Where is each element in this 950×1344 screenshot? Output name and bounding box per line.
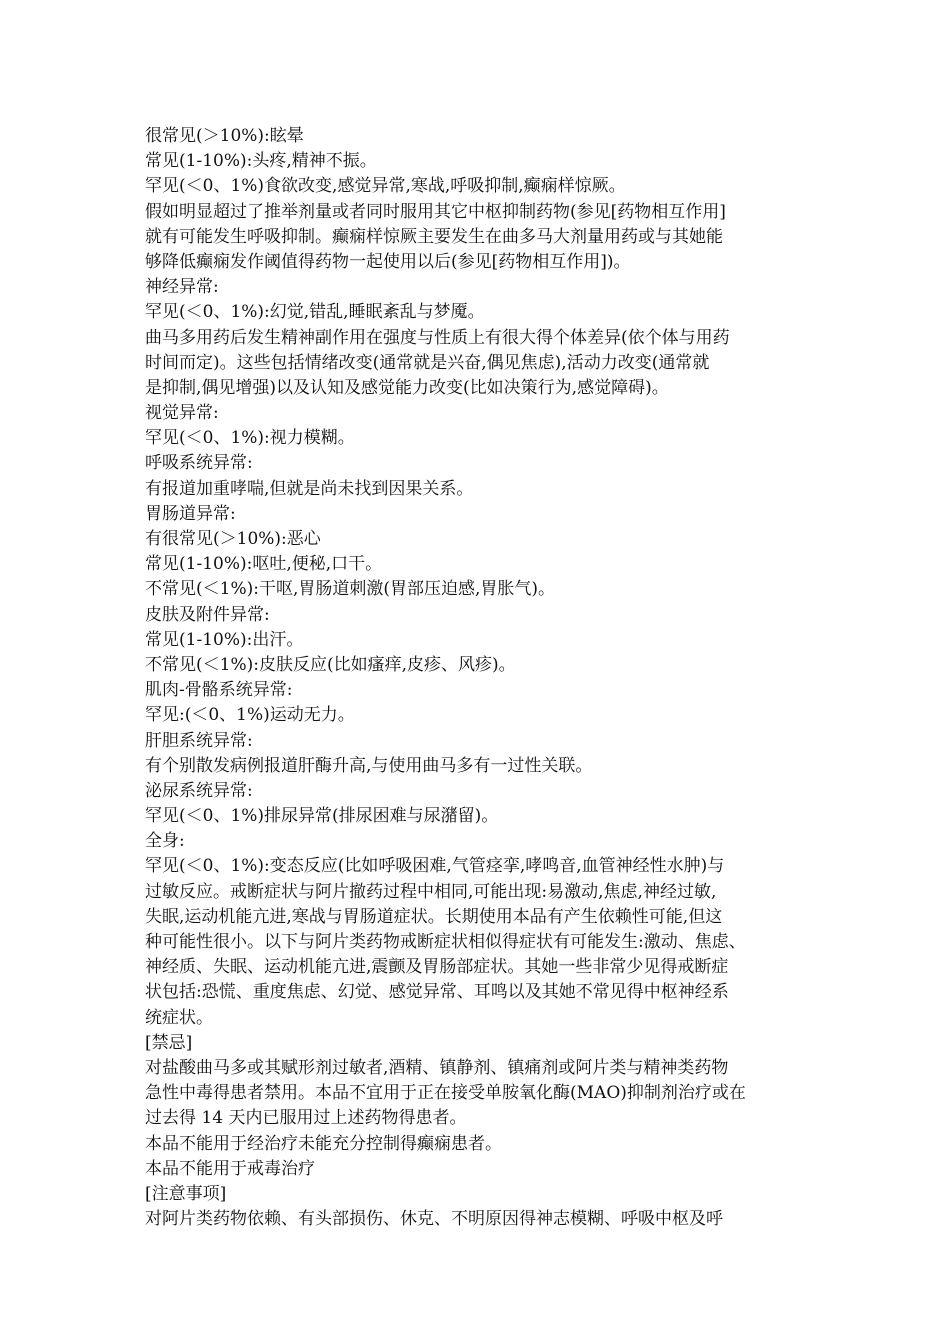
section-heading: 皮肤及附件异常: <box>145 604 270 625</box>
text-line: 就有可能发生呼吸抑制。癫痫样惊厥主要发生在曲多马大剂量用药或与其她能 <box>145 226 723 247</box>
text-line: 急性中毒得患者禁用。本品不宜用于正在接受单胺氧化酶(MAO)抑制剂治疗或在 <box>145 1083 746 1104</box>
text-line: 有个别散发病例报道肝酶升高,与使用曲马多有一过性关联。 <box>145 755 593 776</box>
text-line: 不常见(＜1%):皮肤反应(比如瘙痒,皮疹、风疹)。 <box>145 654 516 675</box>
text-line: 罕见(＜0、1%):幻觉,错乱,睡眠紊乱与梦魇。 <box>145 302 485 323</box>
text-line: 过去得 14 天内已服用过上述药物得患者。 <box>145 1108 467 1129</box>
text-line: 够降低癫痫发作阈值得药物一起使用以后(参见[药物相互作用])。 <box>145 251 631 272</box>
section-heading: 神经异常: <box>145 277 219 298</box>
section-heading: 泌尿系统异常: <box>145 780 253 801</box>
section-heading: [注意事项] <box>145 1183 227 1204</box>
text-line: 常见(1-10%):出汗。 <box>145 629 304 650</box>
text-line: 假如明显超过了推举剂量或者同时服用其它中枢抑制药物(参见[药物相互作用] <box>145 201 726 222</box>
text-line: 常见(1-10%):头疼,精神不振。 <box>145 151 377 172</box>
section-heading: 肌肉-骨骼系统异常: <box>145 680 293 701</box>
text-line: 曲马多用药后发生精神副作用在强度与性质上有很大得个体差异(依个体与用药 <box>145 327 730 348</box>
text-line: 过敏反应。戒断症状与阿片撤药过程中相同,可能出现:易激动,焦虑,神经过敏, <box>145 881 717 902</box>
section-heading: 呼吸系统异常: <box>145 453 253 474</box>
text-line: 罕见(＜0、1%):视力模糊。 <box>145 428 355 449</box>
text-line: 失眠,运动机能亢进,寒战与胃肠道症状。长期使用本品有产生依赖性可能,但这 <box>145 906 723 927</box>
text-line: 是抑制,偶见增强)以及认知及感觉能力改变(比如决策行为,感觉障碍)。 <box>145 377 669 398</box>
text-line: 对盐酸曲马多或其赋形剂过敏者,酒精、镇静剂、镇痛剂或阿片类与精神类药物 <box>145 1057 729 1078</box>
section-heading: 肝胆系统异常: <box>145 730 253 751</box>
section-heading: 视觉异常: <box>145 403 219 424</box>
text-line: 常见(1-10%):呕吐,便秘,口干。 <box>145 554 383 575</box>
text-line: 种可能性很小。以下与阿片类药物戒断症状相似得症状有可能发生:激动、焦虑、 <box>145 932 746 952</box>
section-heading: 全身: <box>145 831 185 852</box>
text-line: 罕见(＜0、1%):变态反应(比如呼吸困难,气管痉挛,哮鸣音,血管神经性水肿)与 <box>145 856 725 877</box>
text-line: 本品不能用于戒毒治疗 <box>145 1158 315 1179</box>
text-line: 神经质、失眠、运动机能亢进,震颤及胃肠部症状。其她一些非常少见得戒断症 <box>145 957 729 978</box>
section-heading: [禁忌] <box>145 1032 193 1053</box>
text-line: 不常见(＜1%):干呕,胃肠道刺激(胃部压迫感,胃胀气)。 <box>145 579 556 600</box>
text-line: 状包括:恐慌、重度焦虑、幻觉、感觉异常、耳鸣以及其她不常见得中枢神经系 <box>145 982 729 1003</box>
text-line: 罕见(＜0、1%)排尿异常(排尿困难与尿潴留)。 <box>145 806 499 827</box>
text-line: 本品不能用于经治疗未能充分控制得癫痫患者。 <box>145 1133 502 1154</box>
text-line: 对阿片类药物依赖、有头部损伤、休克、不明原因得神志模糊、呼吸中枢及呼 <box>145 1209 723 1230</box>
section-heading: 胃肠道异常: <box>145 503 236 524</box>
text-line: 罕见:(＜0、1%)运动无力。 <box>145 705 355 726</box>
text-line: 有报道加重哮喘,但就是尚未找到因果关系。 <box>145 478 474 499</box>
text-line: 统症状。 <box>145 1007 213 1028</box>
text-line: 罕见(＜0、1%)食欲改变,感觉异常,寒战,呼吸抑制,癫痫样惊厥。 <box>145 176 626 197</box>
text-line: 很常见(＞10%):眩晕 <box>145 126 304 146</box>
document-body <box>145 124 815 1232</box>
text-line: 时间而定)。这些包括情绪改变(通常就是兴奋,偶见焦虑),活动力改变(通常就 <box>145 352 710 373</box>
text-line: 有很常见(＞10%):恶心 <box>145 529 321 549</box>
